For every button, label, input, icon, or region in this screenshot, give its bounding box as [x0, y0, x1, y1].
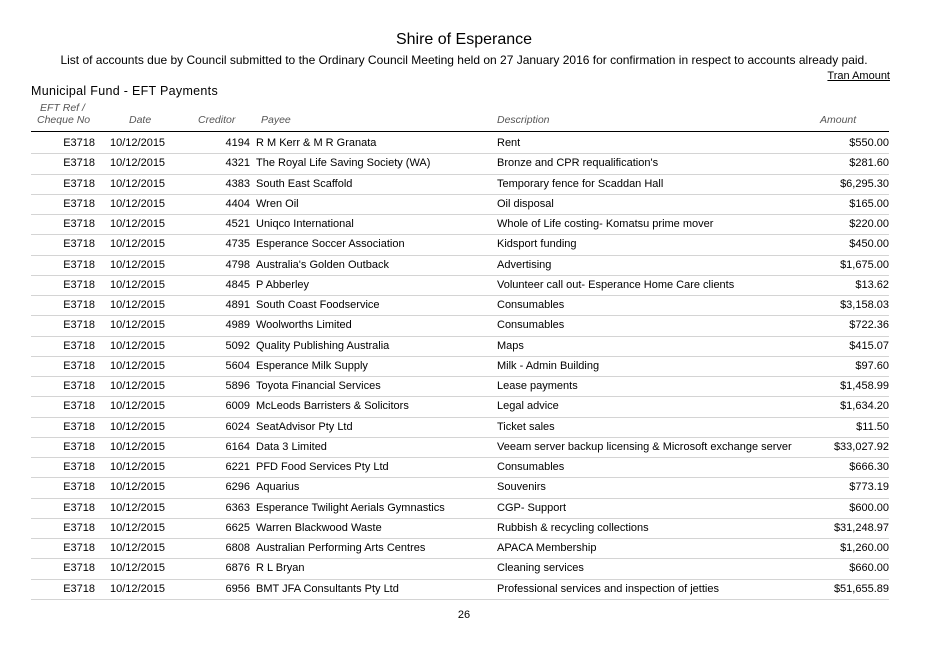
description-cell: Rubbish & recycling collections: [497, 521, 649, 534]
payee-cell: PFD Food Services Pty Ltd: [256, 461, 389, 473]
ref-cell: E3718: [63, 197, 95, 210]
creditor-cell: 6296: [225, 481, 250, 494]
ref-cell: E3718: [63, 420, 95, 433]
amount-cell: $666.30: [849, 461, 889, 473]
date-cell: 10/12/2015: [110, 380, 166, 392]
date-cell: 10/12/2015: [110, 258, 166, 271]
payee-cell: South East Scaffold: [256, 177, 353, 190]
amount-cell: $13.62: [855, 278, 889, 291]
amount-cell: $660.00: [849, 562, 889, 575]
payee-cell: P Abberley: [256, 278, 310, 291]
ref-cell: E3718: [63, 440, 95, 453]
creditor-cell: 4521: [225, 218, 250, 230]
col-header-ref-line2: Cheque No: [37, 114, 91, 126]
table-row: [0, 215, 928, 235]
creditor-cell: 6009: [225, 400, 250, 413]
payee-cell: Data 3 Limited: [256, 440, 327, 453]
ref-cell: E3718: [63, 278, 95, 291]
table-row: [0, 296, 928, 316]
table-row: [0, 175, 928, 195]
table-row: [0, 316, 928, 336]
payee-cell: Quality Publishing Australia: [256, 339, 390, 352]
amount-cell: $722.36: [849, 319, 889, 332]
table-row: [0, 580, 928, 600]
description-cell: Cleaning services: [497, 562, 584, 575]
date-cell: 10/12/2015: [110, 481, 166, 494]
table-row: [0, 418, 928, 438]
creditor-cell: 4404: [225, 197, 250, 210]
description-cell: Advertising: [497, 258, 552, 271]
ref-cell: E3718: [63, 157, 95, 170]
payee-cell: Woolworths Limited: [256, 319, 352, 332]
amount-cell: $1,675.00: [840, 258, 889, 271]
amount-cell: $97.60: [855, 359, 889, 372]
creditor-cell: 4383: [225, 177, 250, 190]
creditor-cell: 5092: [225, 339, 250, 352]
description-cell: Souvenirs: [497, 481, 546, 494]
table-row: [0, 195, 928, 215]
col-header-date: Date: [129, 114, 152, 126]
payee-cell: SeatAdvisor Pty Ltd: [256, 420, 353, 433]
date-cell: 10/12/2015: [110, 137, 166, 149]
section-heading: Municipal Fund - EFT Payments: [31, 84, 219, 98]
table-row: [0, 357, 928, 377]
description-cell: Oil disposal: [497, 197, 554, 210]
description-cell: Consumables: [497, 461, 565, 473]
payments-table: [0, 134, 928, 600]
table-row: [0, 397, 928, 417]
table-row: [0, 235, 928, 255]
creditor-cell: 6876: [225, 562, 250, 575]
table-row: [0, 438, 928, 458]
description-cell: Milk - Admin Building: [497, 359, 600, 372]
payee-cell: Esperance Twilight Aerials Gymnastics: [256, 501, 445, 514]
amount-cell: $600.00: [849, 501, 889, 514]
ref-cell: E3718: [63, 177, 95, 190]
description-cell: Veeam server backup licensing & Microsoft exchange server: [497, 440, 792, 453]
amount-cell: $1,458.99: [840, 380, 889, 392]
amount-cell: $33,027.92: [833, 440, 889, 453]
amount-cell: $281.60: [849, 157, 889, 170]
description-cell: APACA Membership: [497, 542, 597, 554]
payee-cell: Uniqco International: [256, 218, 354, 230]
amount-cell: $415.07: [849, 339, 889, 352]
payee-cell: Australia's Golden Outback: [256, 258, 389, 271]
payee-cell: Australian Performing Arts Centres: [256, 542, 426, 554]
ref-cell: E3718: [63, 258, 95, 271]
amount-cell: $31,248.97: [833, 521, 889, 534]
creditor-cell: 6164: [225, 440, 250, 453]
date-cell: 10/12/2015: [110, 461, 166, 473]
creditor-cell: 4891: [225, 299, 250, 311]
creditor-cell: 4321: [225, 157, 250, 170]
creditor-cell: 6024: [225, 420, 250, 433]
amount-cell: $165.00: [849, 197, 889, 210]
page-subtitle: List of accounts due by Council submitted to the Ordinary Council Meeting held on 27 January 2016 for confirmation in respect to accounts already paid.: [60, 53, 868, 67]
table-row: [0, 154, 928, 174]
description-cell: Professional services and inspection of jetties: [497, 582, 719, 595]
payee-cell: R M Kerr & M R Granata: [256, 137, 377, 149]
date-cell: 10/12/2015: [110, 359, 166, 372]
ref-cell: E3718: [63, 521, 95, 534]
creditor-cell: 6625: [225, 521, 250, 534]
date-cell: 10/12/2015: [110, 420, 166, 433]
tran-amount-label: Tran Amount: [827, 70, 890, 82]
creditor-cell: 6956: [225, 582, 250, 595]
creditor-cell: 5604: [225, 359, 250, 372]
payee-cell: R L Bryan: [256, 562, 305, 575]
payee-cell: Esperance Soccer Association: [256, 238, 405, 251]
table-row: [0, 256, 928, 276]
amount-cell: $51,655.89: [833, 582, 889, 595]
date-cell: 10/12/2015: [110, 177, 166, 190]
page-title: Shire of Esperance: [395, 31, 533, 48]
table-row: [0, 499, 928, 519]
date-cell: 10/12/2015: [110, 238, 166, 251]
payee-cell: Toyota Financial Services: [256, 380, 381, 392]
description-cell: Rent: [497, 137, 521, 149]
date-cell: 10/12/2015: [110, 400, 166, 413]
date-cell: 10/12/2015: [110, 562, 166, 575]
amount-cell: $11.50: [856, 420, 889, 433]
description-cell: Consumables: [497, 299, 565, 311]
ref-cell: E3718: [63, 238, 95, 251]
creditor-cell: 6363: [225, 501, 250, 514]
ref-cell: E3718: [63, 319, 95, 332]
description-cell: Legal advice: [497, 400, 559, 413]
payee-cell: Aquarius: [256, 481, 300, 494]
ref-cell: E3718: [63, 137, 95, 149]
table-row: [0, 337, 928, 357]
ref-cell: E3718: [63, 461, 95, 473]
description-cell: Kidsport funding: [497, 238, 577, 251]
table-row: [0, 377, 928, 397]
date-cell: 10/12/2015: [110, 197, 166, 210]
creditor-cell: 4735: [225, 238, 250, 251]
date-cell: 10/12/2015: [110, 157, 166, 170]
creditor-cell: 6221: [225, 461, 250, 473]
ref-cell: E3718: [63, 501, 95, 514]
description-cell: Lease payments: [497, 380, 578, 392]
payee-cell: McLeods Barristers & Solicitors: [256, 400, 409, 413]
date-cell: 10/12/2015: [110, 339, 166, 352]
creditor-cell: 4194: [225, 137, 250, 149]
amount-cell: $220.00: [849, 218, 889, 230]
ref-cell: E3718: [63, 339, 95, 352]
date-cell: 10/12/2015: [110, 521, 166, 534]
creditor-cell: 4798: [225, 258, 250, 271]
table-row: [0, 539, 928, 559]
table-row: [0, 134, 928, 154]
payee-cell: Wren Oil: [256, 197, 299, 210]
col-header-description: Description: [497, 114, 550, 126]
amount-cell: $3,158.03: [840, 299, 889, 311]
date-cell: 10/12/2015: [110, 582, 166, 595]
ref-cell: E3718: [63, 582, 95, 595]
ref-cell: E3718: [63, 481, 95, 494]
payee-cell: Esperance Milk Supply: [256, 359, 368, 372]
description-cell: Volunteer call out- Esperance Home Care clients: [497, 278, 735, 291]
col-header-creditor: Creditor: [198, 114, 236, 126]
description-cell: Consumables: [497, 319, 565, 332]
description-cell: Whole of Life costing- Komatsu prime mover: [497, 218, 714, 230]
col-header-payee: Payee: [261, 114, 291, 126]
ref-cell: E3718: [63, 380, 95, 392]
table-row: [0, 519, 928, 539]
description-cell: Ticket sales: [497, 420, 555, 433]
amount-cell: $773.19: [849, 481, 889, 494]
description-cell: Maps: [497, 339, 524, 352]
description-cell: Temporary fence for Scaddan Hall: [497, 177, 664, 190]
payee-cell: The Royal Life Saving Society (WA): [256, 157, 431, 170]
ref-cell: E3718: [63, 400, 95, 413]
date-cell: 10/12/2015: [110, 440, 166, 453]
header-divider: [31, 131, 889, 132]
amount-cell: $450.00: [849, 238, 889, 251]
creditor-cell: 5896: [225, 380, 250, 392]
col-header-amount: Amount: [820, 114, 857, 126]
amount-cell: $6,295.30: [840, 177, 889, 190]
date-cell: 10/12/2015: [110, 278, 166, 291]
creditor-cell: 4845: [225, 278, 250, 291]
amount-cell: $1,634.20: [840, 400, 889, 413]
date-cell: 10/12/2015: [110, 299, 166, 311]
date-cell: 10/12/2015: [110, 501, 166, 514]
ref-cell: E3718: [63, 562, 95, 575]
creditor-cell: 4989: [225, 319, 250, 332]
payee-cell: BMT JFA Consultants Pty Ltd: [256, 582, 399, 595]
col-header-ref-line1: EFT Ref /: [40, 102, 85, 114]
description-cell: Bronze and CPR requalification's: [497, 157, 659, 170]
description-cell: CGP- Support: [497, 501, 567, 514]
amount-cell: $550.00: [849, 137, 889, 149]
ref-cell: E3718: [63, 542, 95, 554]
amount-cell: $1,260.00: [840, 542, 889, 554]
date-cell: 10/12/2015: [110, 218, 166, 230]
date-cell: 10/12/2015: [110, 542, 166, 554]
payee-cell: Warren Blackwood Waste: [256, 521, 382, 534]
ref-cell: E3718: [63, 299, 95, 311]
payee-cell: South Coast Foodservice: [256, 299, 380, 311]
date-cell: 10/12/2015: [110, 319, 166, 332]
table-row: [0, 276, 928, 296]
table-row: [0, 559, 928, 579]
creditor-cell: 6808: [225, 542, 250, 554]
ref-cell: E3718: [63, 359, 95, 372]
page-number: 26: [457, 609, 471, 621]
table-row: [0, 458, 928, 478]
ref-cell: E3718: [63, 218, 95, 230]
table-row: [0, 478, 928, 498]
